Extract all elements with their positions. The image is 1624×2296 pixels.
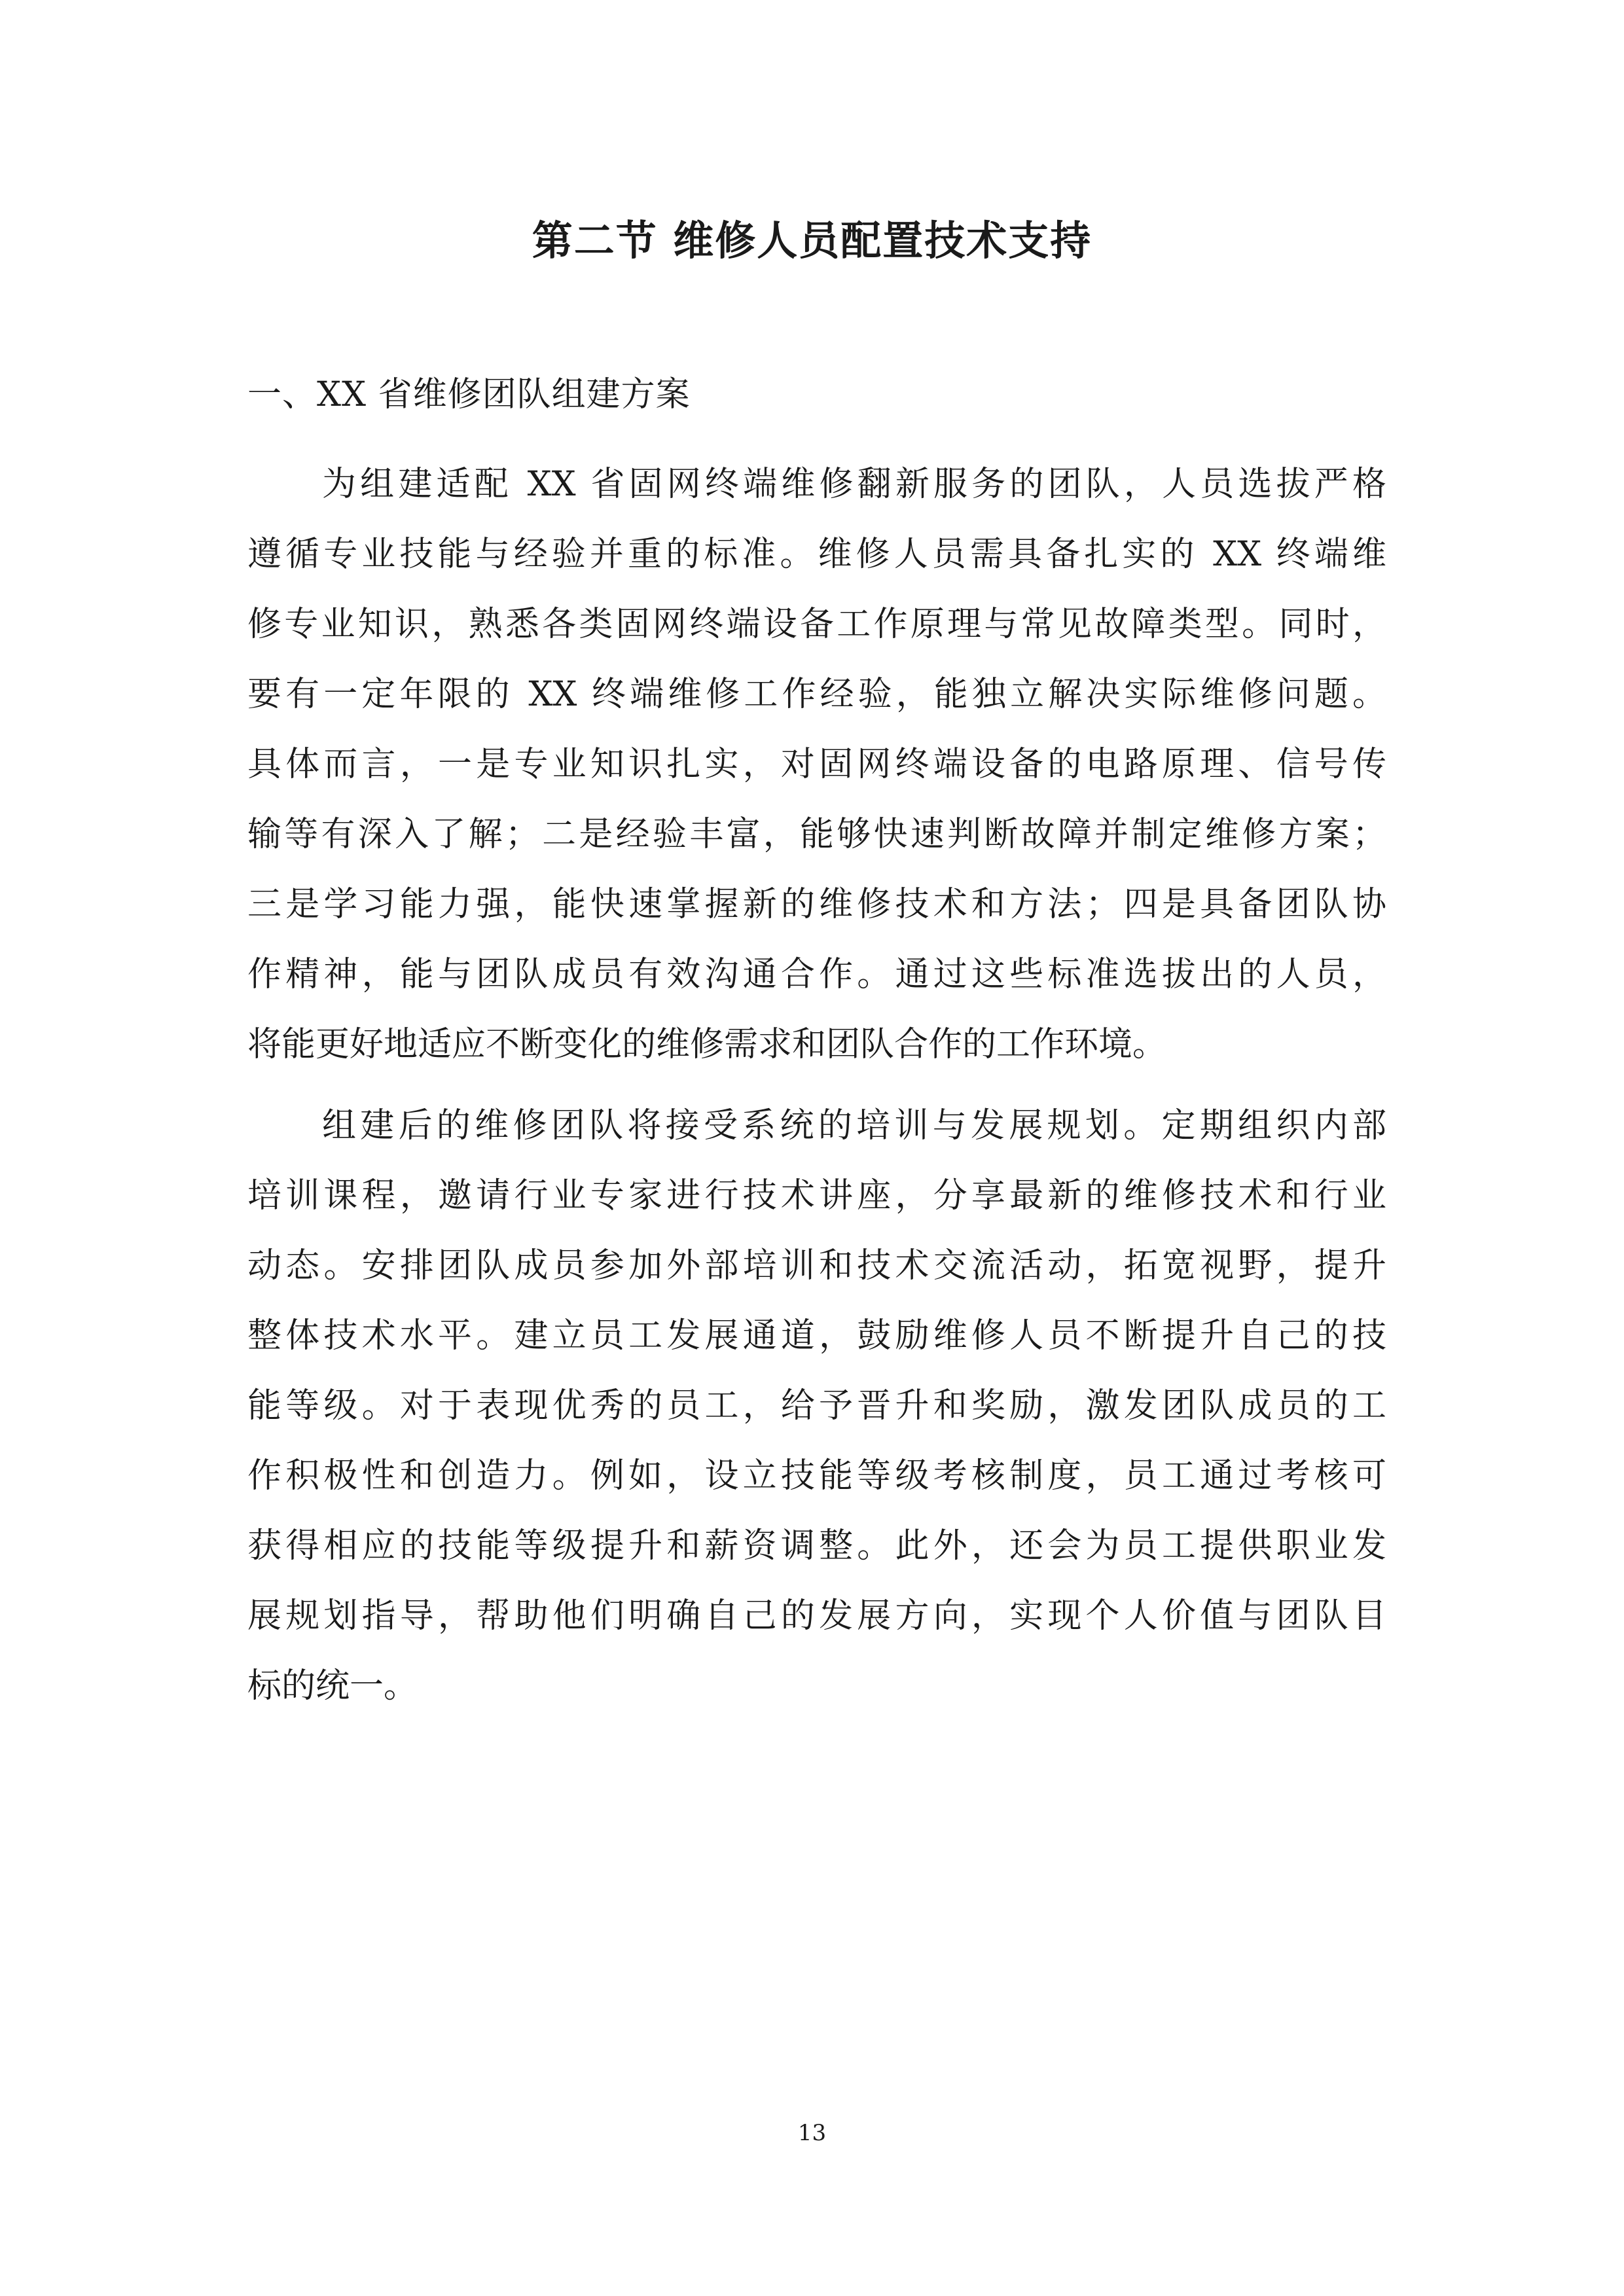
paragraph-2-line: 获得相应的技能等级提升和薪资调整。此外，还会为员工提供职业发 [247, 1526, 1386, 1566]
paragraph-2-line: 能等级。对于表现优秀的员工，给予晋升和奖励，激发团队成员的工 [247, 1386, 1386, 1426]
paragraph-2-line: 组建后的维修团队将接受系统的培训与发展规划。定期组织内部 [322, 1106, 1386, 1145]
paragraph-1-line: 为组建适配 XX 省固网终端维修翻新服务的团队，人员选拔严格 [322, 465, 1386, 504]
paragraph-1-line: 将能更好地适应不断变化的维修需求和团队合作的工作环境。 [247, 1025, 1167, 1064]
subsection-heading: 一、XX 省维修团队组建方案 [247, 375, 691, 414]
paragraph-1-line: 作精神，能与团队成员有效沟通合作。通过这些标准选拔出的人员， [247, 955, 1386, 994]
paragraph-1-line: 要有一定年限的 XX 终端维修工作经验，能独立解决实际维修问题。 [247, 675, 1386, 714]
paragraph-2-line: 整体技术水平。建立员工发展通道，鼓励维修人员不断提升自己的技 [247, 1316, 1386, 1355]
paragraph-2-line: 标的统一。 [247, 1666, 418, 1706]
paragraph-1-line: 修专业知识，熟悉各类固网终端设备工作原理与常见故障类型。同时， [247, 605, 1386, 644]
page-number: 13 [797, 2120, 827, 2146]
paragraph-1-line: 具体而言，一是专业知识扎实，对固网终端设备的电路原理、信号传 [247, 745, 1386, 784]
paragraph-2-line: 作积极性和创造力。例如，设立技能等级考核制度，员工通过考核可 [247, 1456, 1386, 1496]
paragraph-2-line: 动态。安排团队成员参加外部培训和技术交流活动，拓宽视野，提升 [247, 1246, 1386, 1285]
paragraph-2-line: 培训课程，邀请行业专家进行技术讲座，分享最新的维修技术和行业 [247, 1176, 1386, 1215]
paragraph-1-line: 输等有深入了解；二是经验丰富，能够快速判断故障并制定维修方案； [247, 815, 1386, 854]
paragraph-1-line: 遵循专业技能与经验并重的标准。维修人员需具备扎实的 XX 终端维 [247, 535, 1386, 574]
paragraph-1-line: 三是学习能力强，能快速掌握新的维修技术和方法；四是具备团队协 [247, 885, 1386, 924]
section-title: 第二节 维修人员配置技术支持 [532, 217, 1092, 264]
paragraph-2-line: 展规划指导，帮助他们明确自己的发展方向，实现个人价值与团队目 [247, 1596, 1386, 1636]
